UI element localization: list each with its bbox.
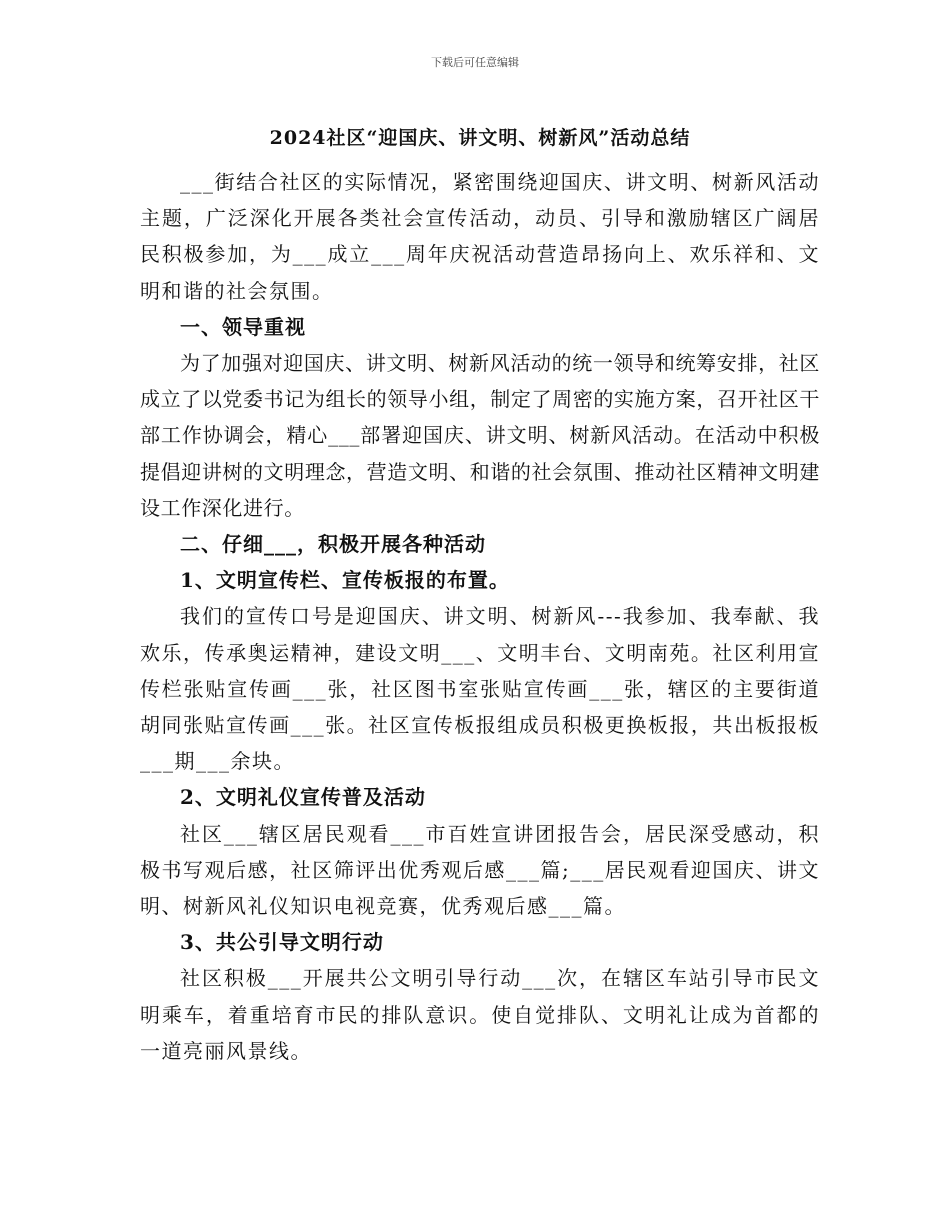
section-heading-activities: 二、仔细___，积极开展各种活动 xyxy=(180,532,486,557)
section-heading-leadership: 一、领导重视 xyxy=(180,314,306,339)
subsection-heading-public-guidance: 3、共公引导文明行动 xyxy=(180,930,384,955)
intro-paragraph: ___街结合社区的实际情况，紧密围绕迎国庆、讲文明、树新风活动主题，广泛深化开展各类社会宣传活动，动员、引导和激励辖区广阔居民积极参加，为___成立___周年庆祝活动营造昂扬向上、欢乐祥和、文明和谐的社会氛围。 xyxy=(140,170,820,303)
document-title: 2024社区“迎国庆、讲文明、树新风”活动总结 xyxy=(269,127,691,149)
document-body xyxy=(140,120,820,1069)
subsection-body-publicity-boards: 我们的宣传口号是迎国庆、讲文明、树新风---我参加、我奉献、我欢乐，传承奥运精神，建设文明___、文明丰台、文明南苑。社区利用宣传栏张贴宣传画___张，社区图书室张贴宣传画___张，辖区的主要街道胡同张贴宣传画___张。社区宣传板报组成员积极更换板报，共出板报板___期___余块。 xyxy=(140,604,820,774)
subsection-body-public-guidance: 社区积极___开展共公文明引导行动___次，在辖区车站引导市民文明乘车，着重培育市民的排队意识。使自觉排队、文明礼让成为首都的一道亮丽风景线。 xyxy=(140,966,820,1063)
subsection-heading-etiquette: 2、文明礼仪宣传普及活动 xyxy=(180,785,426,810)
header-note: 下载后可任意编辑 xyxy=(431,56,519,69)
subsection-heading-publicity-boards: 1、文明宣传栏、宣传板报的布置。 xyxy=(180,568,510,593)
subsection-body-etiquette: 社区___辖区居民观看___市百姓宣讲团报告会，居民深受感动，积极书写观后感，社区筛评出优秀观后感___篇;___居民观看迎国庆、讲文明、树新风礼仪知识电视竞赛，优秀观后感___篇。 xyxy=(140,821,820,919)
section-body-leadership: 为了加强对迎国庆、讲文明、树新风活动的统一领导和统筹安排，社区成立了以党委书记为组长的领导小组，制定了周密的实施方案，召开社区干部工作协调会，精心___部署迎国庆、讲文明、树新风活动。在活动中积极提倡迎讲树的文明理念，营造文明、和谐的社会氛围、推动社区精神文明建设工作深化进行。 xyxy=(140,351,820,520)
